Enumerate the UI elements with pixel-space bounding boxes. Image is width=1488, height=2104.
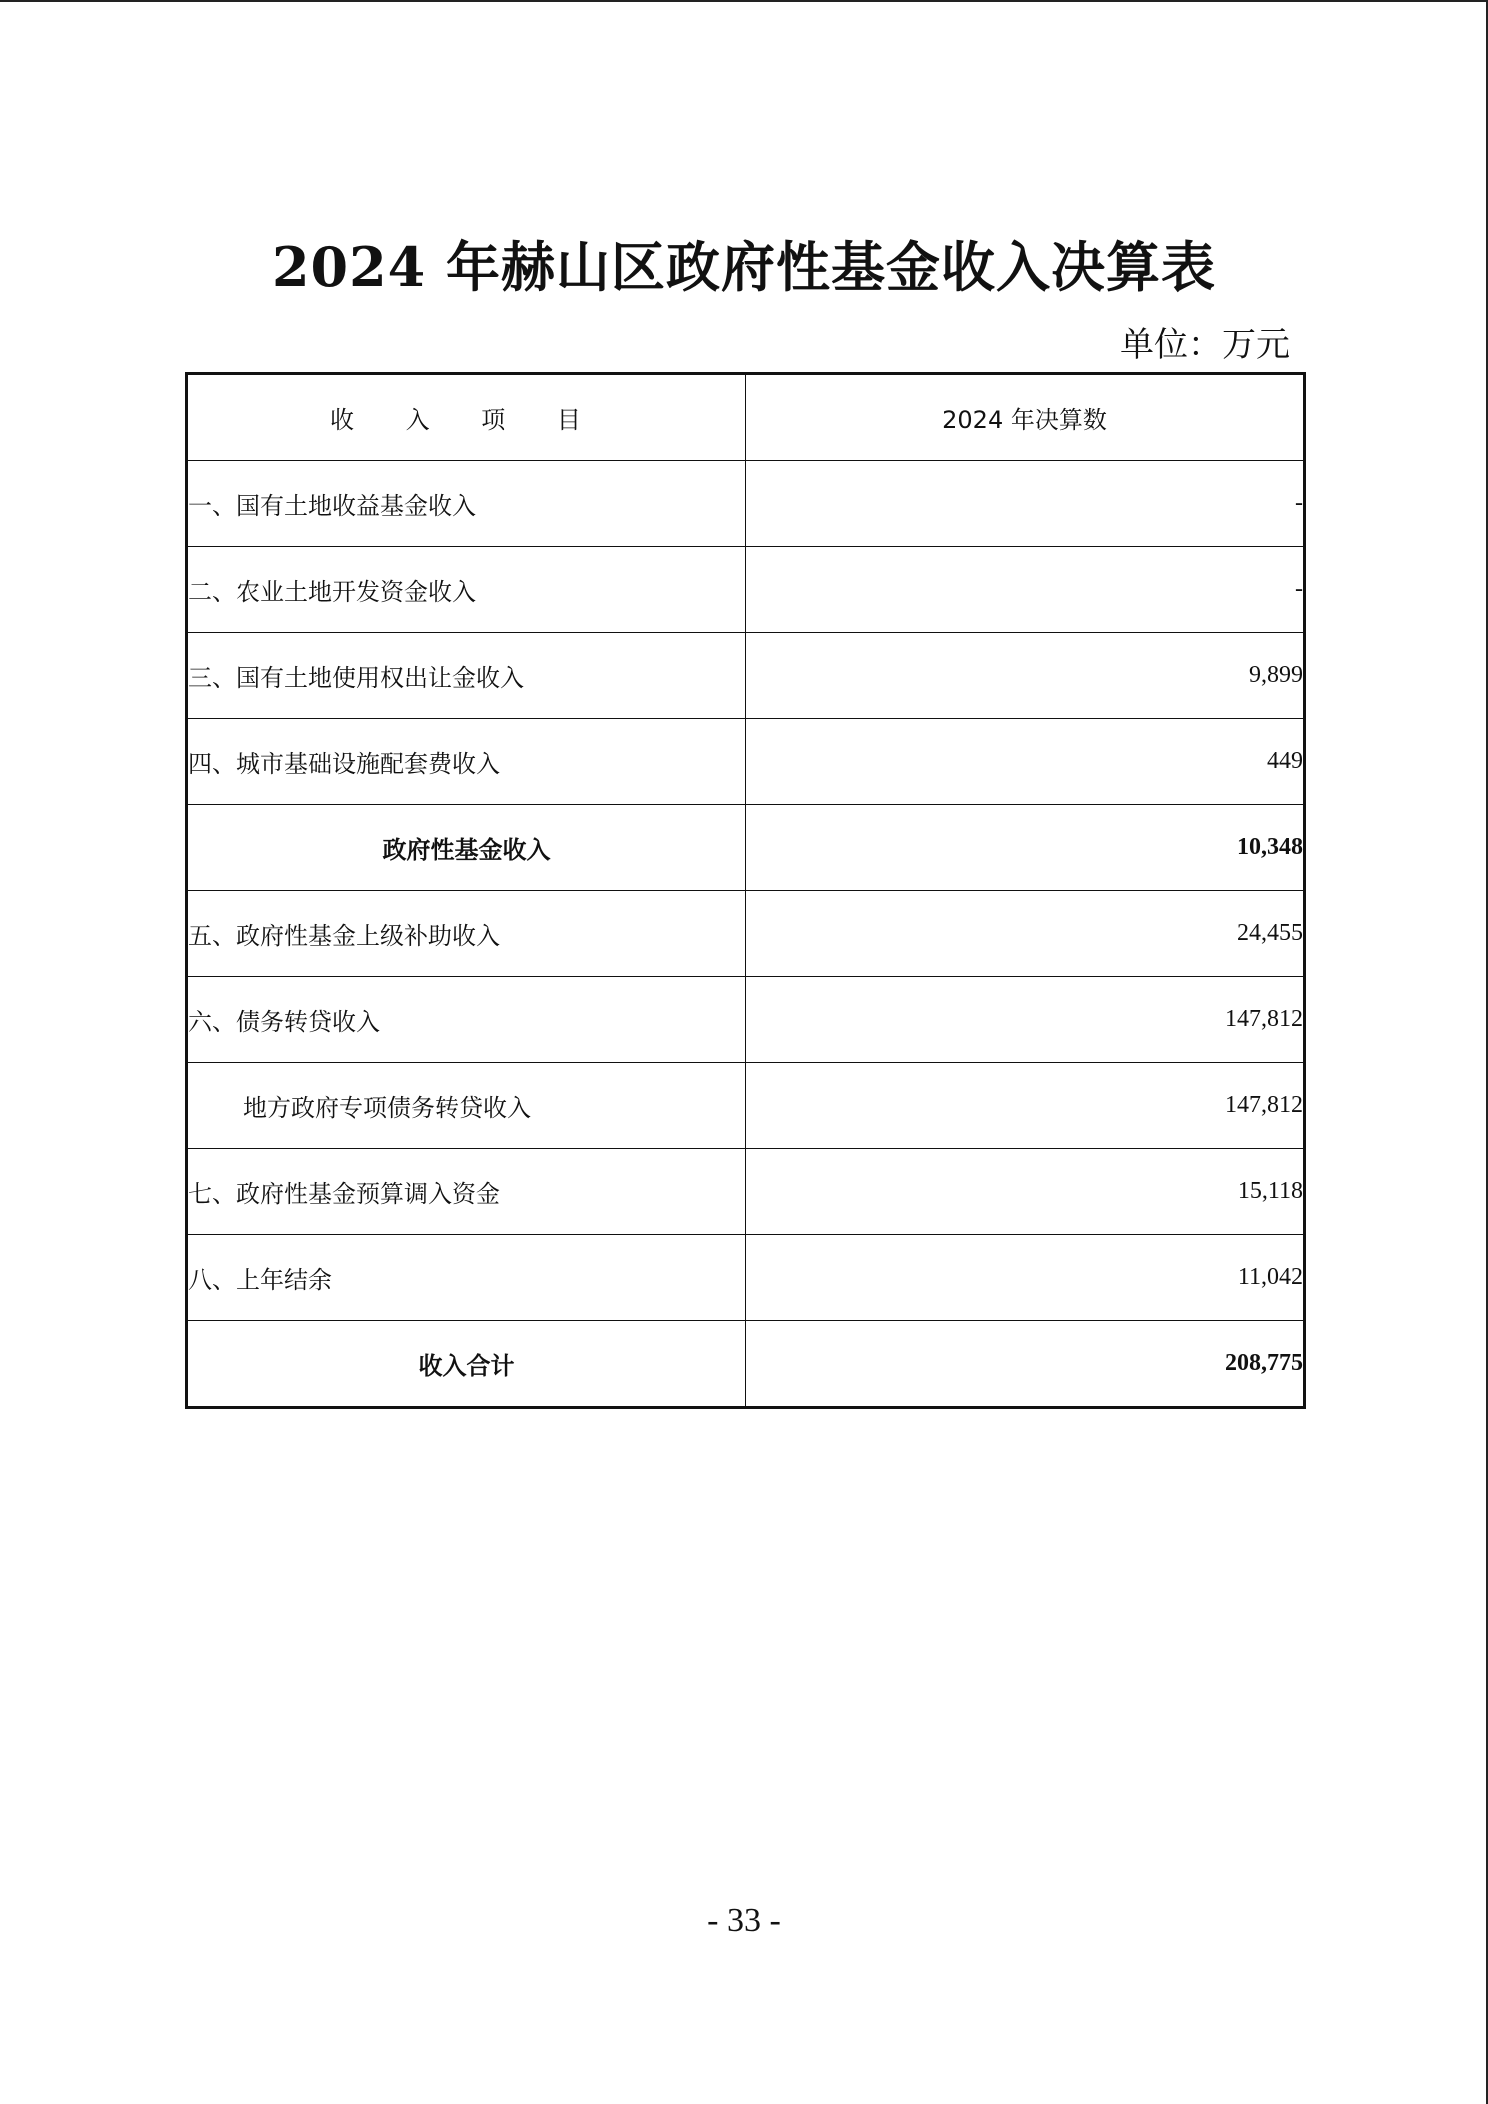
row-value: - [746,461,1305,547]
row-label: 七、政府性基金预算调入资金 [187,1149,746,1235]
total-value: 208,775 [746,1321,1305,1408]
table-row [187,891,1305,977]
row-label: 四、城市基础设施配套费收入 [187,719,746,805]
unit-label: 单位：万元 [1120,325,1290,365]
subtotal-value: 10,348 [746,805,1305,891]
row-label: 八、上年结余 [187,1235,746,1321]
table-row [187,1063,1305,1149]
budget-table [185,372,1306,1409]
row-label-sub: 地方政府专项债务转贷收入 [187,1063,746,1149]
row-label: 五、政府性基金上级补助收入 [187,891,746,977]
row-label: 一、国有土地收益基金收入 [187,461,746,547]
table-row [187,461,1305,547]
page-border-top [0,0,1488,2]
table-header-row [187,374,1305,461]
row-value: 24,455 [746,891,1305,977]
row-label: 三、国有土地使用权出让金收入 [187,633,746,719]
header-value: 2024 年决算数 [746,374,1305,461]
row-label: 二、农业土地开发资金收入 [187,547,746,633]
subtotal-label: 政府性基金收入 [187,805,746,891]
table-row [187,1149,1305,1235]
header-item: 收 入 项 目 [187,374,746,461]
subtotal-row [187,805,1305,891]
row-value: 9,899 [746,633,1305,719]
page-title: 2024 年赫山区政府性基金收入决算表 [271,235,1217,299]
page-number: - 33 - [707,1902,781,1939]
table-row [187,633,1305,719]
row-label: 六、债务转贷收入 [187,977,746,1063]
row-value: 449 [746,719,1305,805]
table-row [187,1235,1305,1321]
total-label: 收入合计 [187,1321,746,1408]
total-row [187,1321,1305,1408]
row-value: 11,042 [746,1235,1305,1321]
row-value: 15,118 [746,1149,1305,1235]
row-value: 147,812 [746,977,1305,1063]
table-row [187,719,1305,805]
table-row [187,547,1305,633]
row-value: - [746,547,1305,633]
row-value: 147,812 [746,1063,1305,1149]
table-row [187,977,1305,1063]
